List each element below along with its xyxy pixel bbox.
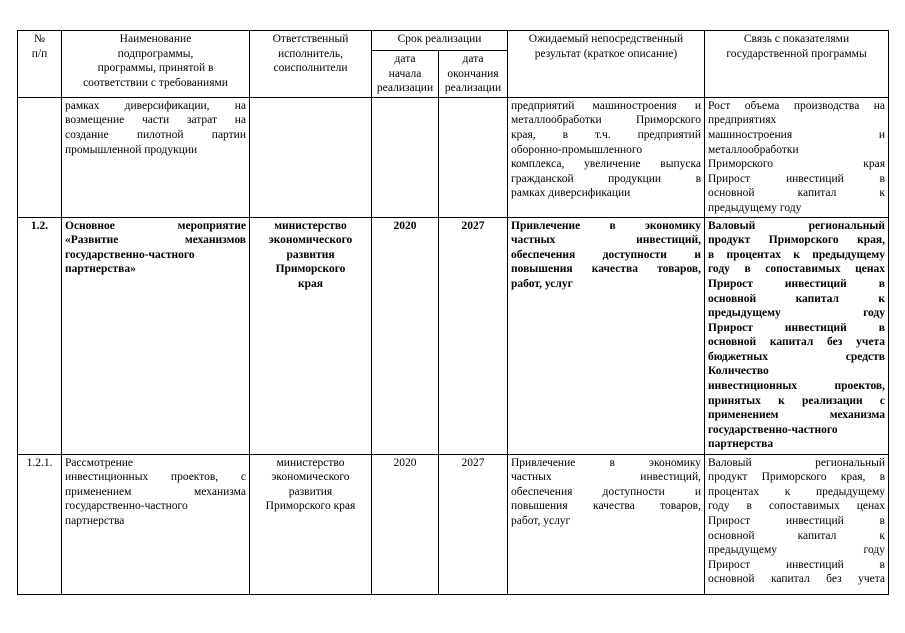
cell-line: работ, услуг [511,514,571,527]
cell-line: Прирост инвестиций в [708,558,885,571]
cell-line: края, в т.ч. предприятий [511,128,701,141]
header-line: дата [462,53,484,65]
cell-line: рамках диверсификации, на [65,99,246,112]
header-line: Ответственный [272,33,349,45]
cell-line: в процентах к предыдущему [708,248,885,261]
cell-line: экономического [268,234,353,247]
cell-line: Рассмотрение [65,456,134,469]
cell-line: государственно-частного [708,423,838,436]
header-line: реализации [444,82,502,95]
row-responsible [250,454,372,594]
row-responsible [250,217,372,454]
header-end [439,51,508,98]
row-name [62,454,250,594]
row-name [62,217,250,454]
header-line: Наименование [119,33,192,45]
cell-line: обеспечения доступности и [511,485,701,498]
header-responsible [250,31,372,98]
cell-line: Прирост инвестиций в [708,514,885,527]
header-line: государственной программы [726,47,867,60]
cell-line: государственно-частного [65,500,188,513]
cell-line: министерство [274,219,347,232]
cell-line: рамках диверсификации [511,187,631,200]
cell-line: применением механизма [708,409,885,422]
cell-line: министерство [276,456,345,469]
row-indicators [705,217,889,454]
cell-line: края [298,277,323,290]
cell-line: работ, услуг [511,277,573,290]
row-end-date [439,97,508,217]
cell-line: повышения качества товаров, [511,263,701,276]
cell-line: Приморского края [708,158,885,171]
header-row [18,31,889,51]
table-row [18,454,889,594]
cell-line: предыдущему году [708,201,802,214]
row-indicators [705,97,889,217]
row-result [508,454,705,594]
cell-line: экономического [271,471,350,484]
cell-line: основной капитал без учета [708,336,885,349]
cell-line: партнерства» [65,263,136,276]
cell-line: развития [288,485,333,498]
cell-line: Прирост инвестиций в [708,277,885,290]
header-line: программы, принятой в [97,62,214,75]
row-start-date [372,97,439,217]
cell-line: частных инвестиций, [511,234,701,247]
header-line: результат (краткое описание) [534,47,678,60]
row-end-date: 2027 [439,217,508,454]
header-name [62,31,250,98]
cell-line: металлообработки [708,143,799,156]
row-indicators [705,454,889,594]
cell-line: Основное мероприятие [65,219,246,232]
header-line: п/п [31,47,48,60]
cell-line: основной капитал без учета [708,573,885,586]
table-row [18,97,889,217]
cell-line: партнерства [708,438,774,451]
header-line: окончания [447,67,499,80]
cell-line: предприятиях [708,114,777,127]
header-line: подпрограммы, [117,47,194,60]
cell-line: принятых к реализации с [708,394,885,407]
row-number [18,97,62,217]
cell-line: году в сопоставимых ценах [708,263,885,276]
cell-line: применением механизма [65,485,246,498]
header-line: Ожидаемый непосредственный [528,33,684,45]
row-end-date: 2027 [439,454,508,594]
cell-line: Валовый региональный [708,219,885,232]
header-result [508,31,705,98]
cell-line: бюджетных средств [708,350,885,363]
cell-line: оборонно-промышленного [511,143,643,156]
cell-line: Валовый региональный [708,456,885,469]
cell-line: комплекса, увеличение выпуска [511,158,701,171]
cell-line: «Развитие механизмов [65,234,246,247]
row-result [508,97,705,217]
header-start [372,51,439,98]
cell-line: металлообработки Приморского [511,114,701,127]
cell-line: продукт Приморского края, [708,234,885,247]
cell-line: инвестиционных проектов, с [65,471,246,484]
header-line: исполнитель, [277,47,344,60]
cell-line: развития [286,248,335,261]
header-num [18,31,62,98]
row-responsible [250,97,372,217]
header-line: № [34,33,45,45]
cell-line: Приморского [275,263,346,276]
row-number: 1.2. [18,217,62,454]
cell-line: промышленной продукции [65,143,198,156]
cell-line: повышения качества товаров, [511,500,701,513]
cell-line: основной капитал к [708,187,885,200]
cell-line: Прирост инвестиций в [708,172,885,185]
cell-line: предыдущему году [708,544,885,557]
row-result [508,217,705,454]
cell-line: партнерства [65,514,125,527]
row-number: 1.2.1. [18,454,62,594]
cell-line: Рост объема производства на [708,99,885,112]
cell-line: Привлечение в экономику [511,219,701,232]
cell-line: продукт Приморского края, в [708,471,885,484]
cell-line: году в сопоставимых ценах [708,500,885,513]
cell-line: предприятий машиностроения и [511,99,701,112]
cell-line: Привлечение в экономику [511,456,701,469]
header-line: реализации [376,82,434,95]
row-start-date: 2020 [372,217,439,454]
row-start-date: 2020 [372,454,439,594]
header-line: Связь с показателями [743,33,850,45]
cell-line: частных инвестиций, [511,471,701,484]
cell-line: машиностроения и [708,128,885,141]
cell-line: создание пилотной партии [65,128,246,141]
cell-line: Приморского края [265,500,356,513]
cell-line: основной капитал к [708,529,885,542]
cell-line: государственно-частного [65,248,195,261]
cell-line: предыдущему году [708,307,885,320]
cell-line: Количество [708,365,769,378]
cell-line: основной капитал к [708,292,885,305]
header-term: Срок реализации [372,31,508,51]
header-link [705,31,889,98]
row-name [62,97,250,217]
header-line: начала [388,67,422,80]
table-row [18,217,889,454]
header-line: дата [394,53,416,65]
cell-line: процентах к предыдущему [708,485,885,498]
cell-line: обеспечения доступности и [511,248,701,261]
program-table [17,30,889,595]
cell-line: возмещение части затрат на [65,114,246,127]
cell-line: гражданской продукции в [511,172,701,185]
cell-line: инвестиционных проектов, [708,380,885,393]
cell-line: Прирост инвестиций в [708,321,885,334]
header-line: соисполнители [273,62,348,75]
header-line: соответствии с требованиями [83,76,228,89]
